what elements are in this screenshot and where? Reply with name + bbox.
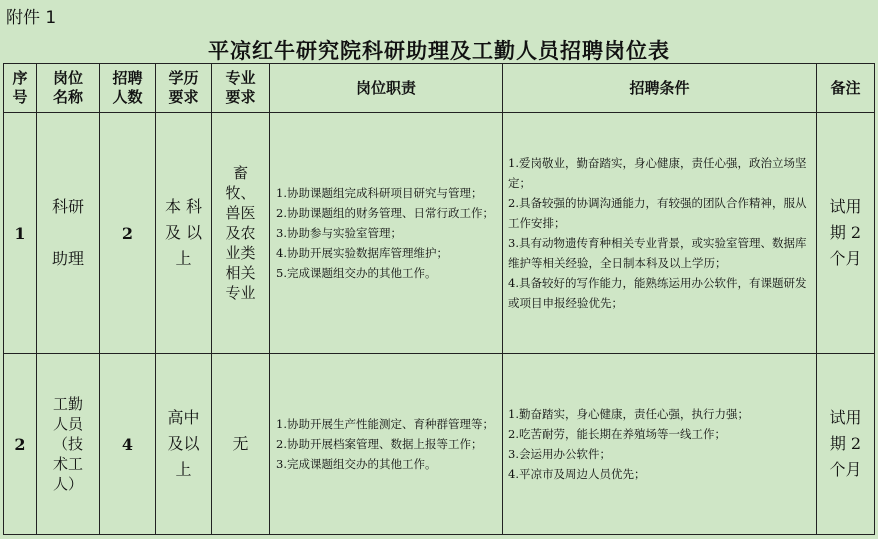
table-row	[4, 354, 875, 535]
row-position-name: 科研 助理	[37, 113, 100, 354]
page-title: 平凉红牛研究院科研助理及工勤人员招聘岗位表	[208, 39, 670, 63]
row-remarks: 试用 期 2 个月	[817, 113, 875, 354]
row-requirements: 1.勤奋踏实，身心健康，责任心强，执行力强； 2.吃苦耐劳，能长期在养殖场等一线工作； 3.会运用办公软件； 4.平凉市及周边人员优先；	[503, 354, 817, 535]
header-major: 专业 要求	[212, 64, 270, 113]
header-count: 招聘 人数	[100, 64, 156, 113]
header-row	[4, 64, 875, 113]
row-duties: 1.协助开展生产性能测定、育种群管理等； 2.协助开展档案管理、数据上报等工作； 3.完成课题组交办的其他工作。	[270, 354, 503, 535]
header-duties: 岗位职责	[270, 64, 503, 113]
row-no: 1	[4, 113, 37, 354]
row-duties: 1.协助课题组完成科研项目研究与管理； 2.协助课题组的财务管理、日常行政工作； 3.协助参与实验室管理； 4.协助开展实验数据库管理维护； 5.完成课题组交办的其他工作。	[270, 113, 503, 354]
attachment-label: 附件 1	[6, 8, 57, 28]
row-major: 畜 牧、 兽医 及农 业类 相关 专业	[212, 113, 270, 354]
row-major: 无	[212, 354, 270, 535]
row-position-name: 工勤 人员 （技 术工 人）	[37, 354, 100, 535]
header-position-name: 岗位 名称	[37, 64, 100, 113]
row-no: 2	[4, 354, 37, 535]
row-remarks: 试用 期 2 个月	[817, 354, 875, 535]
row-education: 高中 及以 上	[156, 354, 212, 535]
table-row	[4, 113, 875, 354]
header-education: 学历 要求	[156, 64, 212, 113]
row-education: 本 科 及 以 上	[156, 113, 212, 354]
header-requirements: 招聘条件	[503, 64, 817, 113]
header-remarks: 备注	[817, 64, 875, 113]
row-requirements: 1.爱岗敬业，勤奋踏实，身心健康，责任心强，政治立场坚定； 2.具备较强的协调沟通能力，有较强的团队合作精神，服从工作安排； 3.具有动物遗传育种相关专业背景，或实验室管理、数据库维护等相关经验，全日制本科及以上学历； 4.具备较好的写作能力，能熟练运用办公软件，有课题研发或项目申报经验优先；	[503, 113, 817, 354]
header-no: 序 号	[4, 64, 37, 113]
row-count: 2	[100, 113, 156, 354]
recruitment-table	[3, 63, 875, 535]
row-count: 4	[100, 354, 156, 535]
